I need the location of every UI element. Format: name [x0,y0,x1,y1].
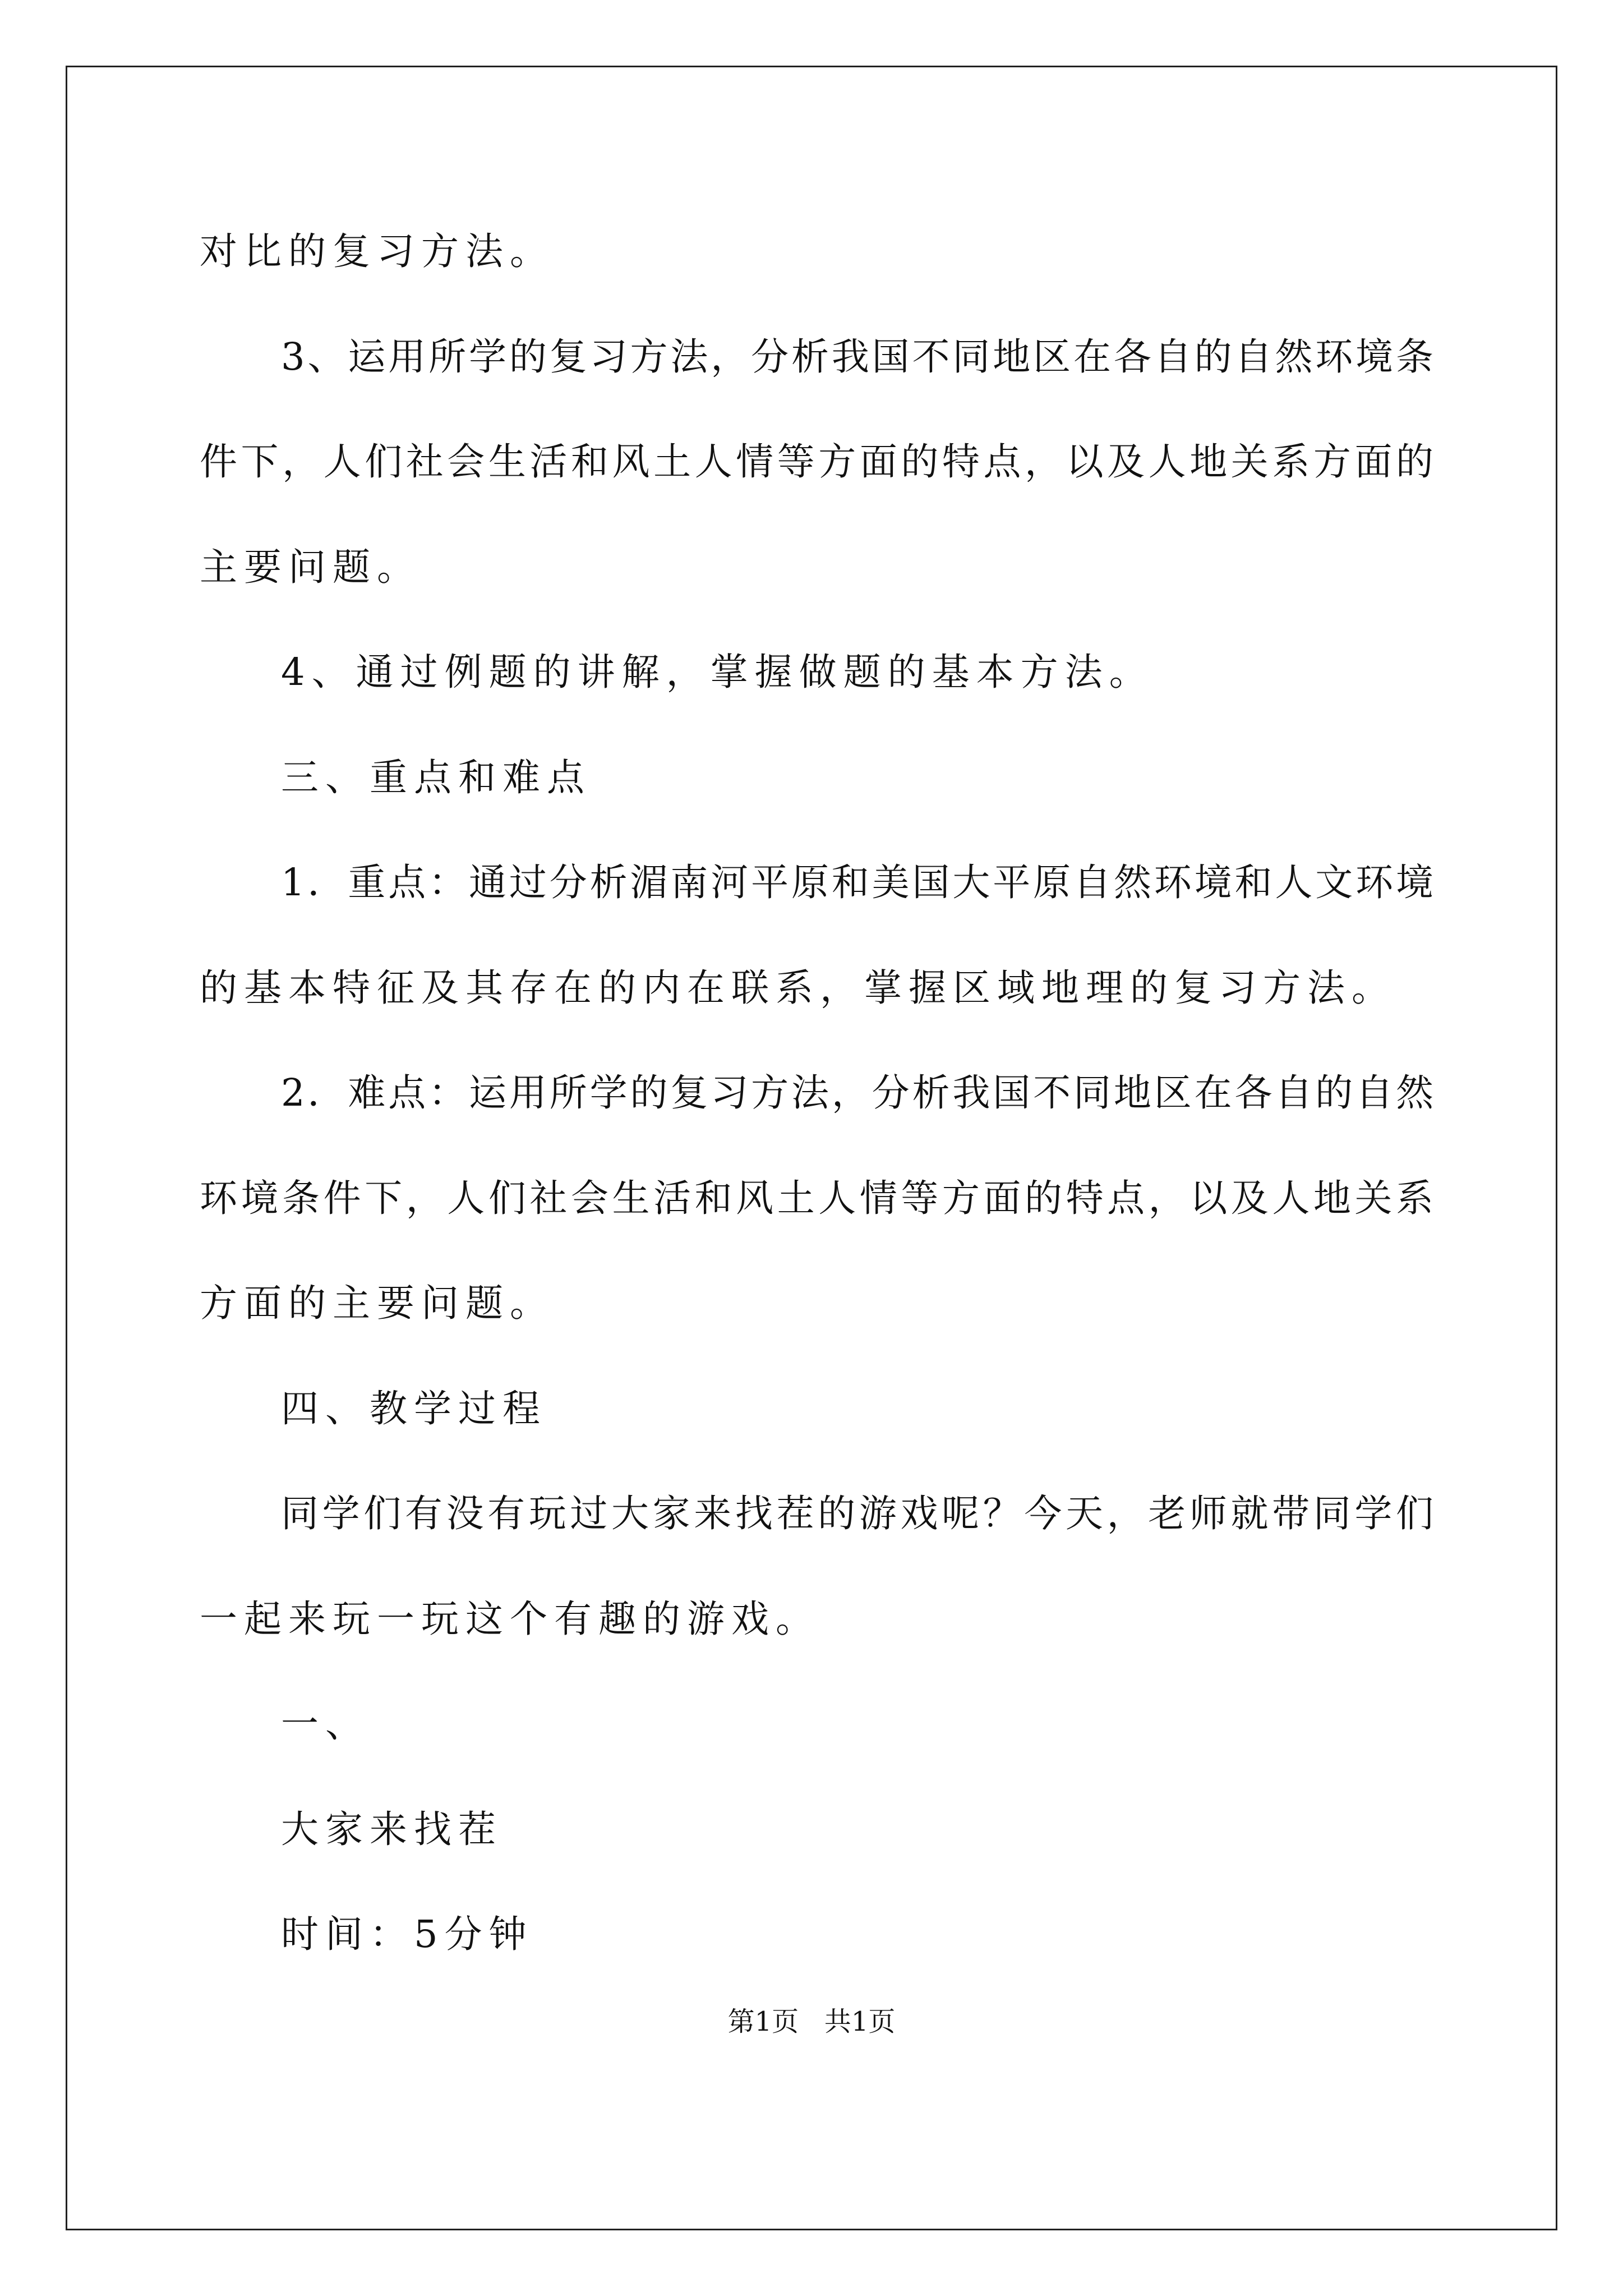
text-line: 环境条件下，人们社会生活和风土人情等方面的特点，以及人地关系 [200,1176,1433,1220]
text-line: 一、 [281,1702,370,1746]
text-line: 件下，人们社会生活和风土人情等方面的特点，以及人地关系方面的 [200,440,1433,484]
text-line: 1．重点：通过分析湄南河平原和美国大平原自然环境和人文环境 [281,861,1433,904]
text-line: 4、通过例题的讲解，掌握做题的基本方法。 [281,650,1154,694]
text-line: 大家来找茬 [281,1807,502,1851]
section-heading: 四、教学过程 [281,1387,547,1430]
text-line: 同学们有没有玩过大家来找茬的游戏呢？今天，老师就带同学们 [281,1492,1433,1535]
text-line: 2．难点：运用所学的复习方法，分析我国不同地区在各自的自然 [281,1071,1433,1115]
text-line: 方面的主要问题。 [200,1281,554,1325]
text-line: 3、运用所学的复习方法，分析我国不同地区在各自的自然环境条 [281,335,1433,379]
text-line: 时间：5分钟 [281,1912,533,1956]
text-line: 一起来玩一玩这个有趣的游戏。 [200,1597,820,1641]
text-line: 主要问题。 [200,545,421,589]
text-line: 对比的复习方法。 [200,229,554,273]
section-heading: 三、重点和难点 [281,756,591,799]
page-border [66,66,1557,2230]
page-footer: 第1页 共1页 [727,2006,896,2037]
text-line: 的基本特征及其存在的内在联系，掌握区域地理的复习方法。 [200,966,1396,1010]
